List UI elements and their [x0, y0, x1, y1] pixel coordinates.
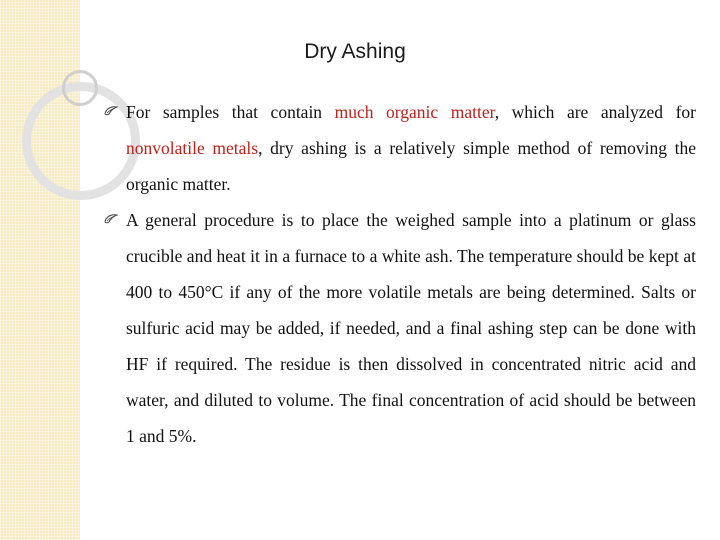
curled-leaf-bullet-icon [104, 105, 118, 117]
bullet-text: A general procedure is to place the weighed sample into a platinum or glass crucible and heat it in a furnace to a white ash. The temperature should be kept at 400 to 450°C if any of the more volatile metals are being determined. Salts or sulfuric acid may be added, if needed, and a final ashing step can be done with HF if required. The residue is then dissolved in concentrated nitric acid and water, and diluted to volume. The final concentration of acid should be between 1 and 5%. [126, 210, 696, 446]
highlighted-term: nonvolatile metals [126, 138, 259, 158]
decorative-ring-small [62, 70, 98, 106]
bullet-text: For samples that contain [126, 102, 335, 122]
curled-leaf-bullet-icon [104, 213, 118, 225]
bullet-text: , dry ashing is a relatively simple method of removing the organic matter. [126, 138, 697, 194]
bullet-item [104, 94, 696, 202]
bullet-list [104, 94, 696, 454]
slide-title: Dry Ashing [304, 40, 406, 63]
bullet-text: , which are analyzed for [494, 102, 696, 122]
bullet-item [104, 202, 696, 454]
highlighted-term: much organic matter [334, 102, 495, 122]
